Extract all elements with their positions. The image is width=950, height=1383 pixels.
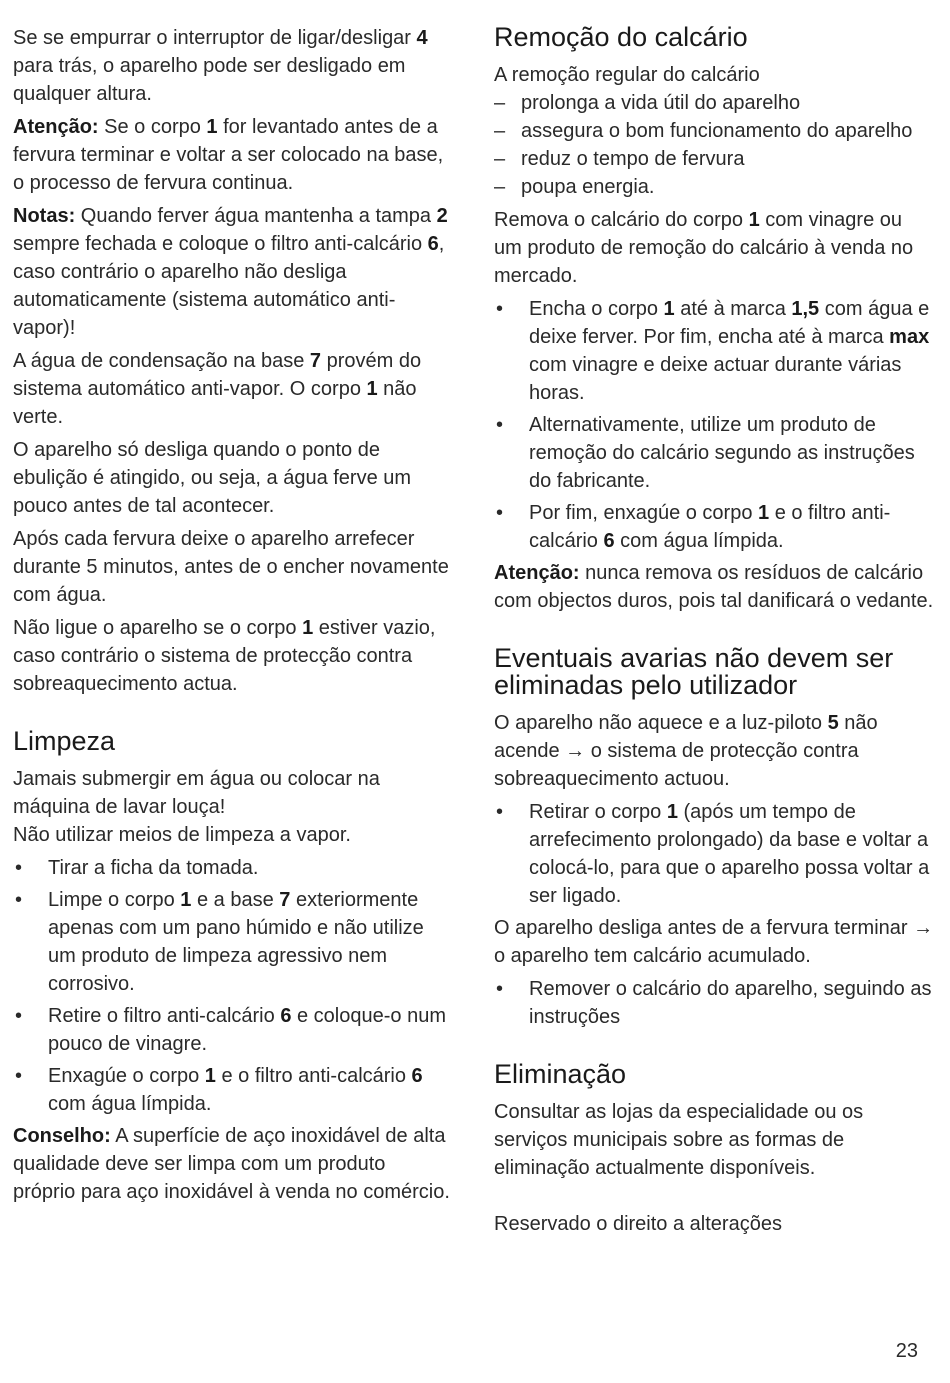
cleaning-bullet-list [13,854,453,1118]
bold-text: Conselho: [13,1125,111,1147]
intro-paragraphs [13,24,453,698]
bold-text: 7 [279,889,291,911]
fault-bullet-list [494,975,934,1031]
right-column [494,24,934,1238]
bullet-icon: • [496,978,504,1000]
bold-text: 2 [436,205,448,227]
descaling-bullet-list [494,295,934,555]
bullet-icon: • [15,889,23,911]
bold-text: 1 [748,209,760,231]
list-item-text: Alternativamente, utilize um produto de remoção do calcário segundo as instruções do fabricante. [529,414,915,492]
bold-text: Notas: [13,205,76,227]
bold-text: 1,5 [791,298,820,320]
bold-text: 1 [366,378,378,400]
bold-text: 7 [309,350,322,372]
bullet-icon: • [15,1005,23,1027]
left-column [13,24,453,1206]
cleaning-paragraph: Não utilizar meios de limpeza a vapor. [13,824,351,846]
list-item-text: Tirar a ficha da tomada. [48,857,259,879]
list-item [494,295,934,407]
list-item-text: reduz o tempo de fervura [521,148,745,170]
dash-mark: – [494,176,506,198]
bold-text: Atenção: [13,116,99,138]
bold-text: max [889,326,930,348]
list-item [13,1062,453,1118]
list-item-text: Limpe o corpo 1 e a base 7 exteriormente apenas com um pano húmido e não utilize um produto de limpeza agressivo nem corrosivo. [48,889,424,995]
attention-paragraph: Atenção: Se o corpo 1 for levantado antes de a fervura terminar e voltar a ser colocado na base, o processo de fervura continua. [13,116,444,194]
list-item-text: Enxagúe o corpo 1 e o filtro anti-calcário 6 com água límpida. [48,1065,423,1115]
condensation-paragraph: A água de condensação na base 7 provém do sistema automático anti-vapor. O corpo 1 não verte. [13,350,422,428]
bold-text: 5 [827,712,839,734]
list-item [494,411,934,495]
bold-text: 1 [180,889,192,911]
list-item-text: Encha o corpo 1 até à marca 1,5 com água e deixe ferver. Por fim, encha até à marca max com vinagre e deixe actuar durante várias horas. [529,298,930,404]
cleaning-tip-paragraph: Conselho: A superfície de aço inoxidável de alta qualidade deve ser limpa com um produto próprio para aço inoxidável à venda no comércio. [13,1125,450,1203]
notes-paragraph: Notas: Quando ferver água mantenha a tampa 2 sempre fechada e coloque o filtro anti-calcário 6, caso contrário o aparelho não desliga automaticamente (sistema automático anti-vapor)! [13,205,448,339]
list-item [494,117,934,145]
bold-text: Atenção: [494,562,580,584]
descaling-benefits-list [494,89,934,201]
dash-mark: – [494,120,506,142]
list-item [494,798,934,910]
bold-text: 1 [758,502,770,524]
list-item-text: Retirar o corpo 1 (após um tempo de arrefecimento prolongado) da base e voltar a colocá-lo, para que o aparelho possa voltar a ser ligado. [529,801,930,907]
bold-text: 6 [603,530,615,552]
bullet-icon: • [496,298,504,320]
bold-text: 1 [666,801,678,823]
bullet-icon: • [496,502,504,524]
bold-text: 1 [302,617,314,639]
bold-text: 6 [280,1005,292,1027]
list-item [13,1002,453,1058]
bullet-icon: • [496,414,504,436]
bold-text: 1 [663,298,675,320]
bold-text: 1 [206,116,218,138]
cleaning-paragraph: Jamais submergir em água ou colocar na máquina de lavar louça! [13,768,380,818]
cleaning-heading: Limpeza [13,726,116,756]
list-item [13,886,453,998]
descaling-paragraph: Remova o calcário do corpo 1 com vinagre ou um produto de remoção do calcário à venda no mercado. [494,209,914,287]
rights-reserved-note: Reservado o direito a alterações [494,1213,782,1235]
boiling-point-paragraph: O aparelho só desliga quando o ponto de ebulição é atingido, ou seja, a água ferve um pouco antes de tal acontecer. [13,439,412,517]
list-item-text: prolonga a vida útil do aparelho [521,92,801,114]
disposal-heading: Eliminação [494,1059,627,1089]
cooling-paragraph: Após cada fervura deixe o aparelho arrefecer durante 5 minutos, antes de o encher novamente com água. [13,528,449,606]
intro-paragraph: Se se empurrar o interruptor de ligar/desligar 4 para trás, o aparelho pode ser desligado em qualquer altura. [13,27,428,105]
bold-text: 1 [204,1065,216,1087]
list-item-text: poupa energia. [521,176,655,198]
disposal-paragraph: Consultar as lojas da especialidade ou os serviços municipais sobre as formas de eliminação actualmente disponíveis. [494,1101,864,1179]
empty-body-paragraph: Não ligue o aparelho se o corpo 1 estiver vazio, caso contrário o sistema de protecção contra sobreaquecimento actua. [13,617,436,695]
bold-text: 6 [427,233,439,255]
list-item [494,145,934,173]
bold-text: 4 [416,27,428,49]
bullet-icon: • [496,801,504,823]
descaling-heading: Remoção do calcário [494,22,748,52]
fault-paragraph: O aparelho desliga antes de a fervura terminar → o aparelho tem calcário acumulado. [494,917,934,967]
list-item [494,499,934,555]
list-item [13,854,453,882]
fault-bullet-list [494,798,934,910]
list-item-text: assegura o bom funcionamento do aparelho [521,120,913,142]
descaling-warning-paragraph: Atenção: nunca remova os resíduos de calcário com objectos duros, pois tal danificará o vedante. [494,562,934,612]
bullet-icon: • [15,1065,23,1087]
bold-text: 6 [411,1065,423,1087]
descaling-lead: A remoção regular do calcário [494,64,760,86]
list-item [494,173,934,201]
list-item-text: Remover o calcário do aparelho, seguindo as instruções [529,978,932,1028]
list-item-text: Por fim, enxagúe o corpo 1 e o filtro anti-calcário 6 com água límpida. [529,502,891,552]
fault-paragraph: O aparelho não aquece e a luz-piloto 5 não acende → o sistema de protecção contra sobreaquecimento actuou. [494,712,878,790]
list-item [494,89,934,117]
bullet-icon: • [15,857,23,879]
page-number: 23 [895,1340,918,1362]
dash-mark: – [494,148,506,170]
list-item-text: Retire o filtro anti-calcário 6 e coloque-o num pouco de vinagre. [48,1005,446,1055]
dash-mark: – [494,92,506,114]
list-item [494,975,934,1031]
faults-heading: Eventuais avarias não devem ser eliminadas pelo utilizador [494,643,894,700]
